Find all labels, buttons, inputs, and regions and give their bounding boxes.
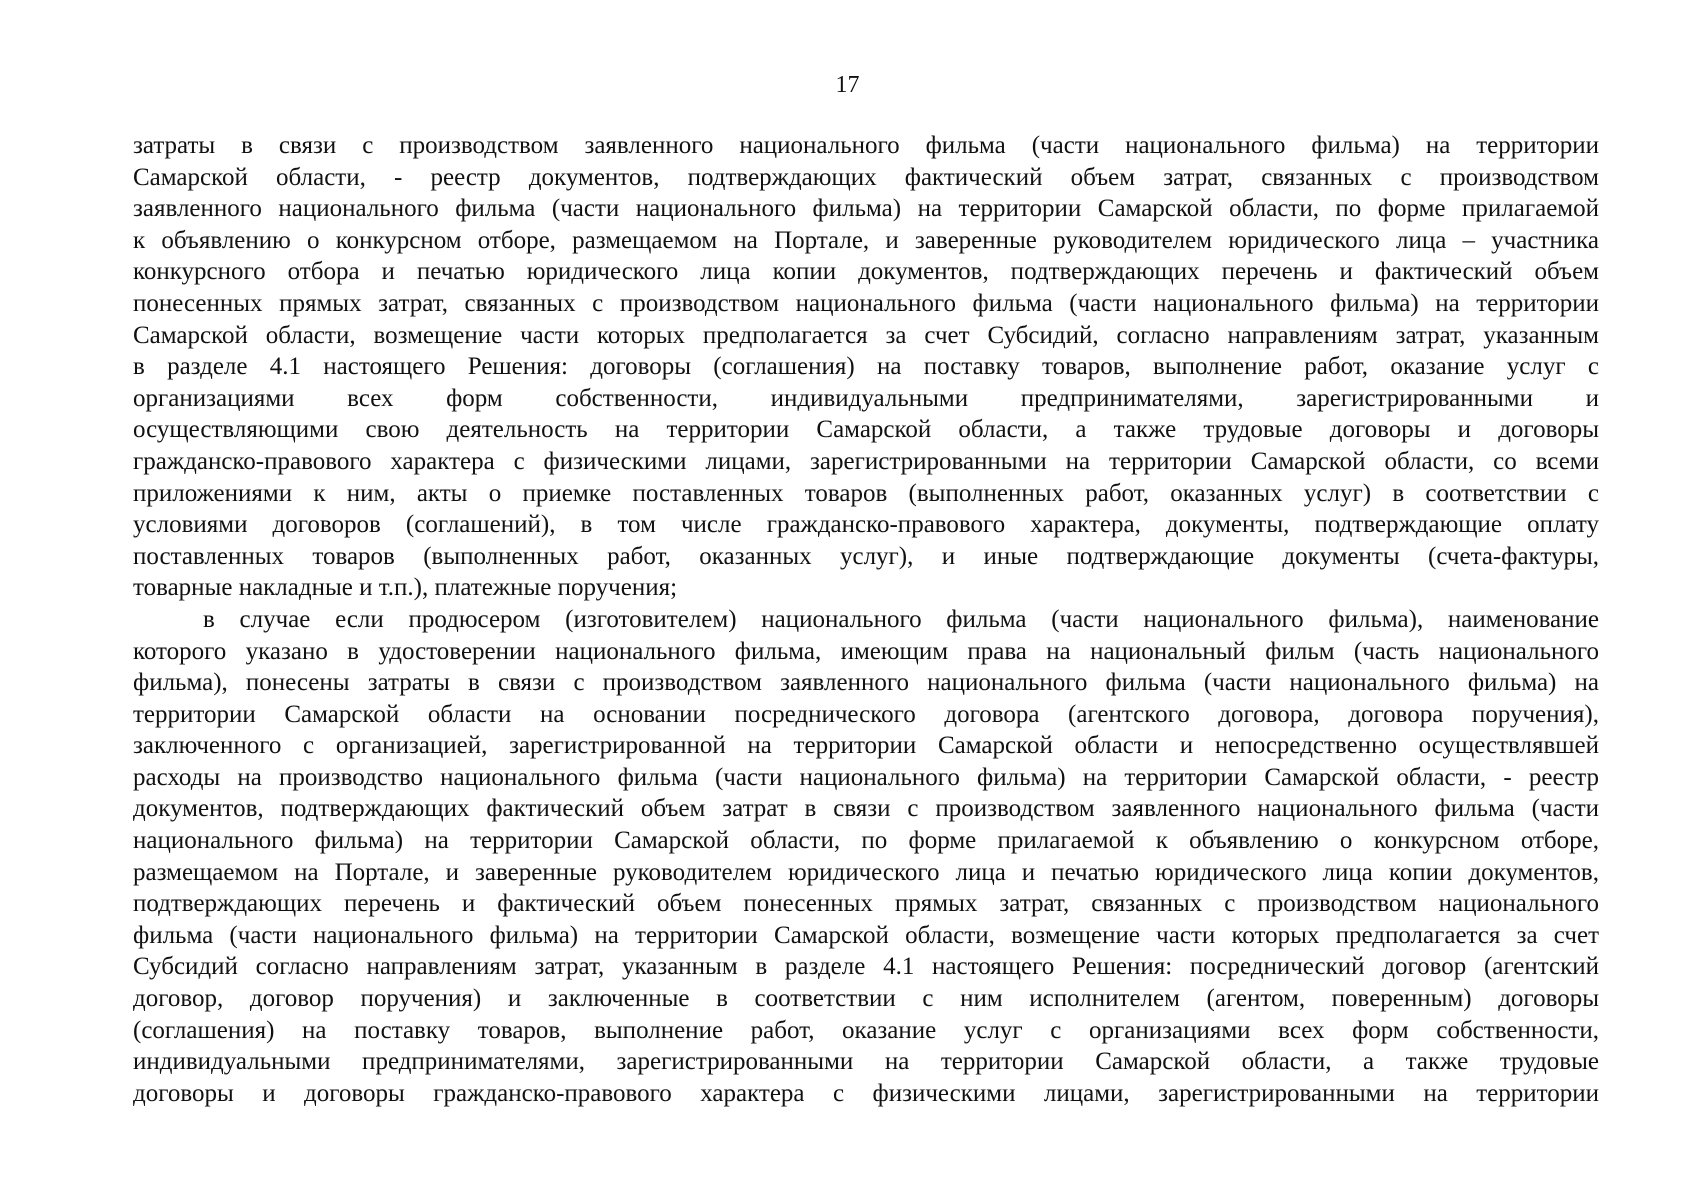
paragraph — [133, 604, 1599, 1110]
text-line: понесенных прямых затрат, связанных с производством национального фильма (части национального фильма) на территории — [133, 289, 1599, 317]
text-line: заключенного с организацией, зарегистрированной на территории Самарской области и непосредственно осуществлявшей — [133, 732, 1599, 760]
text-line: конкурсного отбора и печатью юридического лица копии документов, подтверждающих перечень и фактический объем — [133, 258, 1599, 286]
text-line: Самарской области, - реестр документов, подтверждающих фактический объем затрат, связанных с производством — [133, 163, 1599, 191]
text-line: договор, договор поручения) и заключенные в соответствии с ним исполнителем (агентом, поверенным) договоры — [133, 985, 1599, 1013]
text-line: документов, подтверждающих фактический объем затрат в связи с производством заявленного национального фильма (части — [133, 795, 1599, 823]
text-line: затраты в связи с производством заявленного национального фильма (части национального фильма) на территории — [133, 132, 1599, 159]
text-line: фильма (части национального фильма) на территории Самарской области, возмещение части которых предполагается за счет — [133, 921, 1599, 949]
text-line: гражданско-правового характера с физическими лицами, зарегистрированными на территории Самарской области, со всеми — [133, 447, 1599, 475]
text-line: условиями договоров (соглашений), в том числе гражданско-правового характера, документы, подтверждающие оплату — [133, 511, 1599, 539]
text-line: индивидуальными предпринимателями, зарегистрированными на территории Самарской области, а также трудовые — [133, 1048, 1599, 1076]
text-line: в случае если продюсером (изготовителем) национального фильма (части национального фильма), наименование — [203, 605, 1599, 633]
text-line: товарные накладные и т.п.), платежные поручения; — [133, 574, 678, 602]
document-body — [133, 130, 1599, 1109]
page-number: 17 — [835, 72, 860, 98]
text-line: которого указано в удостоверении национального фильма, имеющим права на национальный фильм (часть национального — [133, 637, 1599, 665]
text-line: договоры и договоры гражданско-правового характера с физическими лицами, зарегистрированными на территории — [133, 1079, 1599, 1107]
text-line: расходы на производство национального фильма (части национального фильма) на территории Самарской области, - реестр — [133, 763, 1599, 791]
text-line: осуществляющими свою деятельность на территории Самарской области, а также трудовые договоры и договоры — [133, 416, 1599, 444]
text-line: территории Самарской области на основании посреднического договора (агентского договора, договора поручения), — [133, 700, 1599, 728]
text-line: национального фильма) на территории Самарской области, по форме прилагаемой к объявлению о конкурсном отборе, — [133, 827, 1599, 855]
text-line: Субсидий согласно направлениям затрат, указанным в разделе 4.1 настоящего Решения: посреднический договор (агентский — [133, 953, 1599, 981]
text-line: к объявлению о конкурсном отборе, размещаемом на Портале, и заверенные руководителем юридического лица – участника — [133, 226, 1599, 254]
text-line: (соглашения) на поставку товаров, выполнение работ, оказание услуг с организациями всех форм собственности, — [133, 1016, 1599, 1044]
text-line: поставленных товаров (выполненных работ, оказанных услуг), и иные подтверждающие документы (счета-фактуры, — [133, 542, 1599, 570]
text-line: Самарской области, возмещение части которых предполагается за счет Субсидий, согласно направлениям затрат, указанным — [133, 321, 1599, 349]
text-line: организациями всех форм собственности, индивидуальными предпринимателями, зарегистрированными и — [133, 384, 1599, 412]
text-line: подтверждающих перечень и фактический объем понесенных прямых затрат, связанных с производством национального — [133, 890, 1599, 918]
text-line: в разделе 4.1 настоящего Решения: договоры (соглашения) на поставку товаров, выполнение работ, оказание услуг с — [133, 353, 1599, 381]
text-line: фильма), понесены затраты в связи с производством заявленного национального фильма (части национального фильма) на — [133, 669, 1599, 697]
text-line: заявленного национального фильма (части национального фильма) на территории Самарской области, по форме прилагаемой — [133, 195, 1599, 223]
text-line: размещаемом на Портале, и заверенные руководителем юридического лица и печатью юридического лица копии документов, — [133, 858, 1599, 886]
paragraph — [133, 130, 1599, 604]
text-line: приложениями к ним, акты о приемке поставленных товаров (выполненных работ, оказанных услуг) в соответствии с — [133, 479, 1599, 507]
